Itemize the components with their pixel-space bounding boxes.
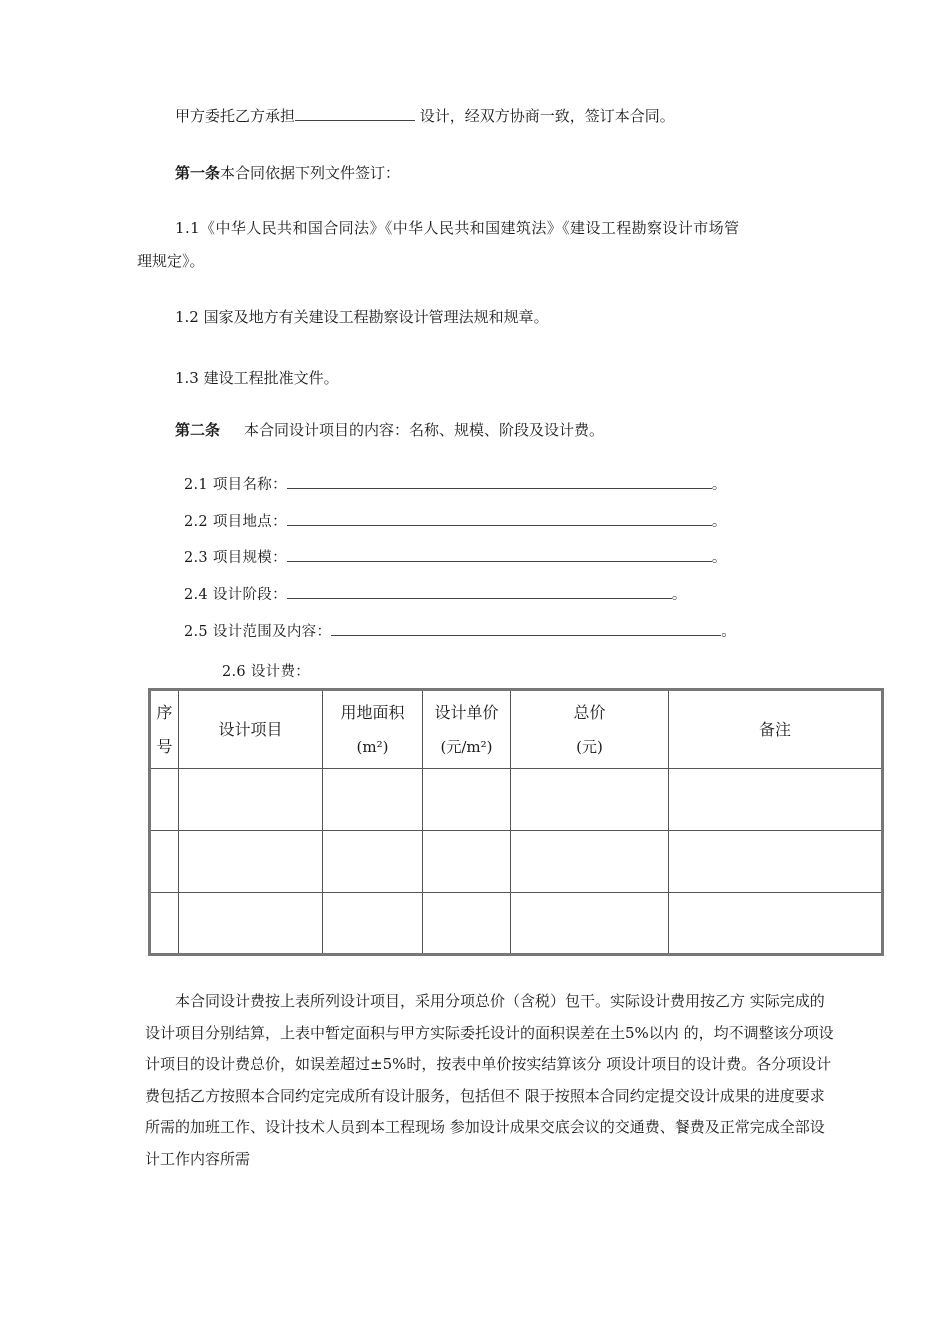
cell-total[interactable]: [511, 769, 669, 831]
item-project-location: [184, 511, 727, 532]
header-area-line1: 用地面积: [340, 702, 405, 722]
cell-total[interactable]: [511, 893, 669, 955]
clause-1-1-line1: 1.1《中华人民共和国合同法》《中华人民共和国建筑法》《建设工程勘察设计市场管: [175, 219, 740, 237]
header-note: 备注: [669, 690, 883, 769]
cell-seq[interactable]: [150, 769, 179, 831]
article-2-label: 第二条: [175, 421, 221, 439]
item-label: 2.2 项目地点：: [184, 514, 287, 530]
header-price: [423, 690, 511, 769]
table-row: [150, 769, 883, 831]
item-end: 。: [721, 624, 737, 640]
item-project-scale: [184, 547, 727, 568]
article-1: [175, 163, 400, 183]
project-name-blank[interactable]: [287, 474, 712, 489]
cell-item[interactable]: [179, 893, 323, 955]
header-seq-line2: 号: [156, 736, 173, 756]
cell-seq[interactable]: [150, 831, 179, 893]
cell-item[interactable]: [179, 769, 323, 831]
clause-1-2: 1.2 国家及地方有关建设工程勘察设计管理法规和规章。: [175, 308, 549, 326]
cell-price[interactable]: [423, 769, 511, 831]
header-total-line2: (元): [576, 737, 603, 756]
clause-1-1-line2: 理规定》。: [137, 252, 205, 270]
item-design-stage: [184, 584, 687, 605]
fee-paragraph: 本合同设计费按上表所列设计项目，采用分项总价（含税）包干。实际设计费用按乙方 实际完成的设计项目分别结算，上表中暂定面积与甲方实际委托设计的面积误差在土5%以内 的，均不调整该分项设计项目的设计费总价，如误差超过±5%时，按表中单价按实结算该分 项设计项目的设计费。各分项设计费包括乙方按照本合同约定完成所有设计服务，包括但不 限于按照本合同约定提交设计成果的进度要求所需的加班工作、设计技术人员到本工程现场 参加设计成果交底会议的交通费、餐费及正常完成全部设计工作内容所需: [145, 992, 834, 1168]
header-seq-line1: 序: [156, 702, 173, 722]
design-stage-blank[interactable]: [287, 584, 672, 599]
intro-before: 甲方委托乙方承担: [175, 107, 296, 125]
clause-1-3: 1.3 建设工程批准文件。: [175, 369, 339, 387]
cell-price[interactable]: [423, 893, 511, 955]
header-area: [323, 690, 423, 769]
header-price-line2: (元/m²): [440, 737, 493, 756]
intro-after: 设计，经双方协商一致，签订本合同。: [415, 107, 675, 125]
project-location-blank[interactable]: [287, 511, 712, 526]
article-1-label: 第一条: [175, 164, 221, 182]
item-design-scope: [184, 621, 736, 642]
cell-area[interactable]: [323, 769, 423, 831]
item-end: 。: [711, 514, 727, 530]
header-price-line1: 设计单价: [434, 702, 499, 722]
item-label: 2.5 设计范围及内容：: [184, 624, 332, 640]
item-end: 。: [671, 587, 687, 603]
design-scope-blank[interactable]: [331, 621, 721, 636]
cell-area[interactable]: [323, 831, 423, 893]
design-fee-table: [148, 688, 884, 956]
header-seq: [150, 690, 179, 769]
fee-label: 2.6 设计费：: [222, 664, 311, 680]
cell-note[interactable]: [669, 831, 883, 893]
article-1-text: 本合同依据下列文件签订：: [220, 164, 401, 182]
cell-item[interactable]: [179, 831, 323, 893]
item-end: 。: [711, 550, 727, 566]
item-end: 。: [711, 477, 727, 493]
article-2-text: 本合同设计项目的内容：名称、规模、阶段及设计费。: [244, 421, 605, 439]
header-item: 设计项目: [179, 690, 323, 769]
table-header-row: [150, 690, 883, 769]
header-total: [511, 690, 669, 769]
cell-note[interactable]: [669, 893, 883, 955]
cell-note[interactable]: [669, 769, 883, 831]
item-label: 2.3 项目规模：: [184, 550, 287, 566]
project-scale-blank[interactable]: [287, 547, 712, 562]
cell-area[interactable]: [323, 893, 423, 955]
intro-line: [175, 106, 675, 126]
item-label: 2.4 设计阶段：: [184, 587, 287, 603]
item-label: 2.1 项目名称：: [184, 477, 287, 493]
article-2: [175, 420, 604, 440]
cell-price[interactable]: [423, 831, 511, 893]
header-area-line2: (m²): [356, 737, 389, 756]
cell-total[interactable]: [511, 831, 669, 893]
cell-seq[interactable]: [150, 893, 179, 955]
table-row: [150, 893, 883, 955]
project-blank[interactable]: [295, 106, 415, 121]
item-project-name: [184, 474, 727, 495]
header-total-line1: 总价: [573, 702, 606, 722]
table-row: [150, 831, 883, 893]
